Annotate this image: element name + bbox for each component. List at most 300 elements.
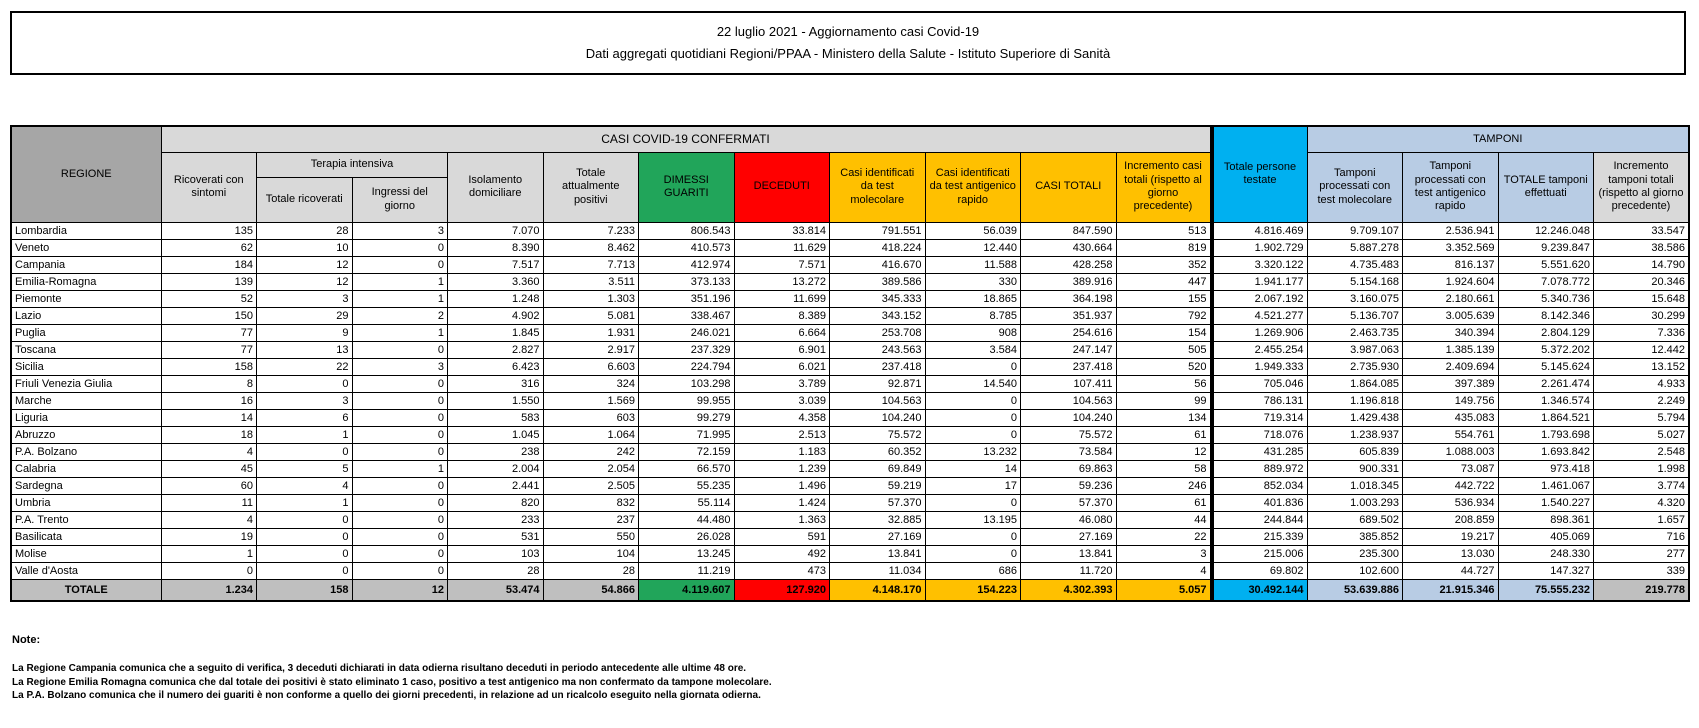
value-cell: 13.030 <box>1403 545 1499 562</box>
notes-section <box>12 634 772 703</box>
value-cell: 4.320 <box>1594 494 1690 511</box>
value-cell: 1.540.227 <box>1498 494 1594 511</box>
region-name: Liguria <box>11 409 161 426</box>
value-cell: 208.859 <box>1403 511 1499 528</box>
value-cell: 0 <box>352 511 448 528</box>
region-name: Umbria <box>11 494 161 511</box>
value-cell: 554.761 <box>1403 426 1499 443</box>
value-cell: 338.467 <box>639 307 735 324</box>
value-cell: 99 <box>1116 392 1212 409</box>
value-cell: 13.152 <box>1594 358 1690 375</box>
value-cell: 973.418 <box>1498 460 1594 477</box>
value-cell: 45 <box>161 460 257 477</box>
value-cell: 253.708 <box>830 324 926 341</box>
value-cell: 60.352 <box>830 443 926 460</box>
note-line: La Regione Campania comunica che a seguito di verifica, 3 deceduti dichiarati in data odierna risultano deceduti in periodo antecedente alle ultime 48 ore. <box>12 663 747 674</box>
value-cell: 550 <box>543 528 639 545</box>
value-cell: 3.160.075 <box>1307 290 1403 307</box>
table-row <box>11 290 1689 307</box>
column-header-incremento-casi: Incremento casi totali (rispetto al giorno precedente) <box>1116 152 1212 222</box>
value-cell: 0 <box>925 545 1021 562</box>
value-cell: 430.664 <box>1021 239 1117 256</box>
column-header-totale-tamponi: TOTALE tamponi effettuati <box>1498 152 1594 222</box>
value-cell: 104.240 <box>1021 409 1117 426</box>
value-cell: 605.839 <box>1307 443 1403 460</box>
value-cell: 150 <box>161 307 257 324</box>
value-cell: 428.258 <box>1021 256 1117 273</box>
value-cell: 343.152 <box>830 307 926 324</box>
value-cell: 340.394 <box>1403 324 1499 341</box>
value-cell: 62 <box>161 239 257 256</box>
value-cell: 11 <box>161 494 257 511</box>
value-cell: 6.423 <box>448 358 544 375</box>
value-cell: 147.327 <box>1498 562 1594 579</box>
value-cell: 92.871 <box>830 375 926 392</box>
value-cell: 1.941.177 <box>1212 273 1308 290</box>
value-cell: 0 <box>352 528 448 545</box>
region-name: Campania <box>11 256 161 273</box>
value-cell: 2.917 <box>543 341 639 358</box>
value-cell: 786.131 <box>1212 392 1308 409</box>
value-cell: 1.003.293 <box>1307 494 1403 511</box>
value-cell: 373.133 <box>639 273 735 290</box>
table-row <box>11 460 1689 477</box>
value-cell: 832 <box>543 494 639 511</box>
value-cell: 1.550 <box>448 392 544 409</box>
region-name: Sardegna <box>11 477 161 494</box>
report-title-box <box>10 11 1686 75</box>
value-cell: 246.021 <box>639 324 735 341</box>
table-row <box>11 443 1689 460</box>
value-cell: 72.159 <box>639 443 735 460</box>
value-cell: 22 <box>1116 528 1212 545</box>
value-cell: 11.588 <box>925 256 1021 273</box>
value-cell: 102.600 <box>1307 562 1403 579</box>
value-cell: 431.285 <box>1212 443 1308 460</box>
value-cell: 345.333 <box>830 290 926 307</box>
value-cell: 5.340.736 <box>1498 290 1594 307</box>
value-cell: 237.418 <box>830 358 926 375</box>
value-cell: 61 <box>1116 426 1212 443</box>
value-cell: 352 <box>1116 256 1212 273</box>
total-value-cell: 219.778 <box>1594 579 1690 601</box>
value-cell: 13.245 <box>639 545 735 562</box>
value-cell: 0 <box>925 409 1021 426</box>
value-cell: 44.480 <box>639 511 735 528</box>
total-value-cell: 4.302.393 <box>1021 579 1117 601</box>
value-cell: 7.233 <box>543 222 639 239</box>
value-cell: 4.816.469 <box>1212 222 1308 239</box>
value-cell: 1.238.937 <box>1307 426 1403 443</box>
value-cell: 57.370 <box>1021 494 1117 511</box>
value-cell: 2.180.661 <box>1403 290 1499 307</box>
value-cell: 0 <box>352 341 448 358</box>
value-cell: 1.924.604 <box>1403 273 1499 290</box>
value-cell: 316 <box>448 375 544 392</box>
group-header-terapia-intensiva: Terapia intensiva <box>257 152 448 177</box>
value-cell: 238 <box>448 443 544 460</box>
value-cell: 0 <box>925 358 1021 375</box>
value-cell: 1.088.003 <box>1403 443 1499 460</box>
value-cell: 1.864.521 <box>1498 409 1594 426</box>
value-cell: 75.572 <box>1021 426 1117 443</box>
value-cell: 60 <box>161 477 257 494</box>
region-name: Friuli Venezia Giulia <box>11 375 161 392</box>
table-row <box>11 409 1689 426</box>
value-cell: 2.054 <box>543 460 639 477</box>
value-cell: 3.584 <box>925 341 1021 358</box>
value-cell: 4 <box>1116 562 1212 579</box>
value-cell: 3 <box>257 392 353 409</box>
value-cell: 11.629 <box>734 239 830 256</box>
value-cell: 3.789 <box>734 375 830 392</box>
region-name: P.A. Bolzano <box>11 443 161 460</box>
value-cell: 3.987.063 <box>1307 341 1403 358</box>
value-cell: 5.551.620 <box>1498 256 1594 273</box>
column-header-dimessi-guariti: DIMESSI GUARITI <box>639 152 735 222</box>
value-cell: 410.573 <box>639 239 735 256</box>
value-cell: 3.352.569 <box>1403 239 1499 256</box>
value-cell: 154 <box>1116 324 1212 341</box>
value-cell: 12.442 <box>1594 341 1690 358</box>
report-title-line2: Dati aggregati quotidiani Regioni/PPAA - Ministero della Salute - Istituto Superiore di Sanità <box>585 46 1111 61</box>
value-cell: 385.852 <box>1307 528 1403 545</box>
value-cell: 2.249 <box>1594 392 1690 409</box>
covid-data-table <box>10 125 1690 602</box>
value-cell: 242 <box>543 443 639 460</box>
value-cell: 1.385.139 <box>1403 341 1499 358</box>
value-cell: 1.424 <box>734 494 830 511</box>
value-cell: 71.995 <box>639 426 735 443</box>
table-header <box>11 126 1689 222</box>
value-cell: 8.390 <box>448 239 544 256</box>
value-cell: 0 <box>352 239 448 256</box>
table-row <box>11 256 1689 273</box>
column-header-attualmente-positivi: Totale attualmente positivi <box>543 152 639 222</box>
value-cell: 1.864.085 <box>1307 375 1403 392</box>
value-cell: 3.005.639 <box>1403 307 1499 324</box>
value-cell: 12.246.048 <box>1498 222 1594 239</box>
value-cell: 1 <box>352 324 448 341</box>
value-cell: 3 <box>352 358 448 375</box>
table-row <box>11 392 1689 409</box>
value-cell: 2.004 <box>448 460 544 477</box>
value-cell: 44 <box>1116 511 1212 528</box>
note-line: La Regione Emilia Romagna comunica che dal totale dei positivi è stato eliminato 1 caso, positivo a test antigenico ma non confermato da tampone molecolare. <box>12 676 772 688</box>
column-header-casi-totali: CASI TOTALI <box>1021 152 1117 222</box>
value-cell: 908 <box>925 324 1021 341</box>
value-cell: 389.916 <box>1021 273 1117 290</box>
value-cell: 5.145.624 <box>1498 358 1594 375</box>
value-cell: 5.794 <box>1594 409 1690 426</box>
value-cell: 3.320.122 <box>1212 256 1308 273</box>
value-cell: 1.949.333 <box>1212 358 1308 375</box>
table-row <box>11 511 1689 528</box>
value-cell: 6.021 <box>734 358 830 375</box>
value-cell: 1 <box>161 545 257 562</box>
value-cell: 473 <box>734 562 830 579</box>
value-cell: 27.169 <box>830 528 926 545</box>
total-value-cell: 1.234 <box>161 579 257 601</box>
total-row-label: TOTALE <box>11 579 161 601</box>
total-value-cell: 4.119.607 <box>639 579 735 601</box>
value-cell: 44.727 <box>1403 562 1499 579</box>
value-cell: 233 <box>448 511 544 528</box>
value-cell: 0 <box>352 375 448 392</box>
value-cell: 1 <box>352 273 448 290</box>
value-cell: 104.563 <box>1021 392 1117 409</box>
value-cell: 1.018.345 <box>1307 477 1403 494</box>
value-cell: 103.298 <box>639 375 735 392</box>
value-cell: 56.039 <box>925 222 1021 239</box>
value-cell: 401.836 <box>1212 494 1308 511</box>
value-cell: 224.794 <box>639 358 735 375</box>
column-header-ricoverati: Ricoverati con sintomi <box>161 152 257 222</box>
value-cell: 339 <box>1594 562 1690 579</box>
value-cell: 26.028 <box>639 528 735 545</box>
region-name: Lombardia <box>11 222 161 239</box>
region-name: Lazio <box>11 307 161 324</box>
value-cell: 1.183 <box>734 443 830 460</box>
value-cell: 900.331 <box>1307 460 1403 477</box>
value-cell: 28 <box>543 562 639 579</box>
value-cell: 2.067.192 <box>1212 290 1308 307</box>
column-header-persone-testate: Totale persone testate <box>1212 126 1308 222</box>
region-name: Toscana <box>11 341 161 358</box>
table-row <box>11 341 1689 358</box>
value-cell: 184 <box>161 256 257 273</box>
value-cell: 28 <box>257 222 353 239</box>
value-cell: 3.774 <box>1594 477 1690 494</box>
value-cell: 7.517 <box>448 256 544 273</box>
value-cell: 243.563 <box>830 341 926 358</box>
value-cell: 5.027 <box>1594 426 1690 443</box>
table-row <box>11 222 1689 239</box>
total-value-cell: 75.555.232 <box>1498 579 1594 601</box>
value-cell: 4 <box>257 477 353 494</box>
value-cell: 324 <box>543 375 639 392</box>
region-name: Puglia <box>11 324 161 341</box>
table-row <box>11 239 1689 256</box>
value-cell: 246 <box>1116 477 1212 494</box>
value-cell: 8.142.346 <box>1498 307 1594 324</box>
value-cell: 591 <box>734 528 830 545</box>
value-cell: 14 <box>925 460 1021 477</box>
value-cell: 17 <box>925 477 1021 494</box>
value-cell: 16 <box>161 392 257 409</box>
value-cell: 7.078.772 <box>1498 273 1594 290</box>
value-cell: 2.735.930 <box>1307 358 1403 375</box>
value-cell: 792 <box>1116 307 1212 324</box>
value-cell: 5.372.202 <box>1498 341 1594 358</box>
value-cell: 0 <box>352 392 448 409</box>
value-cell: 12.440 <box>925 239 1021 256</box>
value-cell: 1.239 <box>734 460 830 477</box>
value-cell: 103 <box>448 545 544 562</box>
value-cell: 235.300 <box>1307 545 1403 562</box>
region-name: Veneto <box>11 239 161 256</box>
value-cell: 6.664 <box>734 324 830 341</box>
value-cell: 3 <box>352 222 448 239</box>
value-cell: 2.548 <box>1594 443 1690 460</box>
value-cell: 52 <box>161 290 257 307</box>
region-name: Molise <box>11 545 161 562</box>
value-cell: 104.240 <box>830 409 926 426</box>
value-cell: 32.885 <box>830 511 926 528</box>
value-cell: 99.955 <box>639 392 735 409</box>
value-cell: 248.330 <box>1498 545 1594 562</box>
table-row <box>11 477 1689 494</box>
value-cell: 583 <box>448 409 544 426</box>
value-cell: 1.569 <box>543 392 639 409</box>
value-cell: 1.269.906 <box>1212 324 1308 341</box>
value-cell: 442.722 <box>1403 477 1499 494</box>
value-cell: 2.261.474 <box>1498 375 1594 392</box>
value-cell: 1.363 <box>734 511 830 528</box>
table-row <box>11 273 1689 290</box>
value-cell: 1.346.574 <box>1498 392 1594 409</box>
value-cell: 1.693.842 <box>1498 443 1594 460</box>
value-cell: 14 <box>161 409 257 426</box>
value-cell: 8 <box>161 375 257 392</box>
value-cell: 13.232 <box>925 443 1021 460</box>
value-cell: 5 <box>257 460 353 477</box>
value-cell: 4 <box>161 443 257 460</box>
total-value-cell: 53.474 <box>448 579 544 601</box>
value-cell: 134 <box>1116 409 1212 426</box>
value-cell: 22 <box>257 358 353 375</box>
value-cell: 716 <box>1594 528 1690 545</box>
value-cell: 1.045 <box>448 426 544 443</box>
value-cell: 1.248 <box>448 290 544 307</box>
total-value-cell: 158 <box>257 579 353 601</box>
value-cell: 27.169 <box>1021 528 1117 545</box>
value-cell: 603 <box>543 409 639 426</box>
value-cell: 19.217 <box>1403 528 1499 545</box>
value-cell: 7.070 <box>448 222 544 239</box>
value-cell: 1.657 <box>1594 511 1690 528</box>
column-header-casi-molecolare: Casi identificati da test molecolare <box>830 152 926 222</box>
value-cell: 135 <box>161 222 257 239</box>
table-body <box>11 222 1689 579</box>
column-header-regione: REGIONE <box>11 126 161 222</box>
value-cell: 4.358 <box>734 409 830 426</box>
table-row <box>11 324 1689 341</box>
value-cell: 330 <box>925 273 1021 290</box>
value-cell: 12 <box>1116 443 1212 460</box>
value-cell: 1.064 <box>543 426 639 443</box>
value-cell: 55.235 <box>639 477 735 494</box>
value-cell: 0 <box>257 511 353 528</box>
total-row <box>11 579 1689 601</box>
total-value-cell: 53.639.886 <box>1307 579 1403 601</box>
value-cell: 397.389 <box>1403 375 1499 392</box>
value-cell: 0 <box>257 375 353 392</box>
value-cell: 1.931 <box>543 324 639 341</box>
value-cell: 38.586 <box>1594 239 1690 256</box>
region-name: Valle d'Aosta <box>11 562 161 579</box>
value-cell: 13.272 <box>734 273 830 290</box>
value-cell: 3 <box>257 290 353 307</box>
value-cell: 1.998 <box>1594 460 1690 477</box>
table-row <box>11 528 1689 545</box>
value-cell: 215.339 <box>1212 528 1308 545</box>
value-cell: 2.827 <box>448 341 544 358</box>
value-cell: 59.236 <box>1021 477 1117 494</box>
value-cell: 0 <box>352 494 448 511</box>
value-cell: 30.299 <box>1594 307 1690 324</box>
value-cell: 791.551 <box>830 222 926 239</box>
value-cell: 1.461.067 <box>1498 477 1594 494</box>
value-cell: 351.196 <box>639 290 735 307</box>
column-header-tamponi-antigenico: Tamponi processati con test antigenico rapido <box>1403 152 1499 222</box>
value-cell: 2.505 <box>543 477 639 494</box>
value-cell: 247.147 <box>1021 341 1117 358</box>
region-name: Marche <box>11 392 161 409</box>
value-cell: 9.239.847 <box>1498 239 1594 256</box>
value-cell: 1.496 <box>734 477 830 494</box>
value-cell: 13.195 <box>925 511 1021 528</box>
value-cell: 2 <box>352 307 448 324</box>
value-cell: 158 <box>161 358 257 375</box>
total-value-cell: 5.057 <box>1116 579 1212 601</box>
value-cell: 819 <box>1116 239 1212 256</box>
value-cell: 104 <box>543 545 639 562</box>
value-cell: 435.083 <box>1403 409 1499 426</box>
value-cell: 2.536.941 <box>1403 222 1499 239</box>
value-cell: 99.279 <box>639 409 735 426</box>
value-cell: 6 <box>257 409 353 426</box>
value-cell: 139 <box>161 273 257 290</box>
column-header-ti-totale: Totale ricoverati <box>257 177 353 222</box>
value-cell: 0 <box>257 562 353 579</box>
value-cell: 14.790 <box>1594 256 1690 273</box>
value-cell: 3.360 <box>448 273 544 290</box>
table-row <box>11 426 1689 443</box>
region-name: Basilicata <box>11 528 161 545</box>
value-cell: 820 <box>448 494 544 511</box>
value-cell: 15.648 <box>1594 290 1690 307</box>
value-cell: 898.361 <box>1498 511 1594 528</box>
value-cell: 19 <box>161 528 257 545</box>
value-cell: 6.603 <box>543 358 639 375</box>
column-header-tamponi-molecolare: Tamponi processati con test molecolare <box>1307 152 1403 222</box>
value-cell: 852.034 <box>1212 477 1308 494</box>
table-row <box>11 307 1689 324</box>
value-cell: 531 <box>448 528 544 545</box>
column-header-isolamento: Isolamento domiciliare <box>448 152 544 222</box>
value-cell: 73.584 <box>1021 443 1117 460</box>
value-cell: 405.069 <box>1498 528 1594 545</box>
value-cell: 1 <box>352 290 448 307</box>
value-cell: 689.502 <box>1307 511 1403 528</box>
value-cell: 2.441 <box>448 477 544 494</box>
value-cell: 2.513 <box>734 426 830 443</box>
total-value-cell: 12 <box>352 579 448 601</box>
value-cell: 505 <box>1116 341 1212 358</box>
value-cell: 1.793.698 <box>1498 426 1594 443</box>
value-cell: 55.114 <box>639 494 735 511</box>
value-cell: 364.198 <box>1021 290 1117 307</box>
value-cell: 351.937 <box>1021 307 1117 324</box>
value-cell: 66.570 <box>639 460 735 477</box>
value-cell: 3.039 <box>734 392 830 409</box>
value-cell: 7.571 <box>734 256 830 273</box>
value-cell: 28 <box>448 562 544 579</box>
value-cell: 244.844 <box>1212 511 1308 528</box>
value-cell: 18 <box>161 426 257 443</box>
value-cell: 3 <box>1116 545 1212 562</box>
